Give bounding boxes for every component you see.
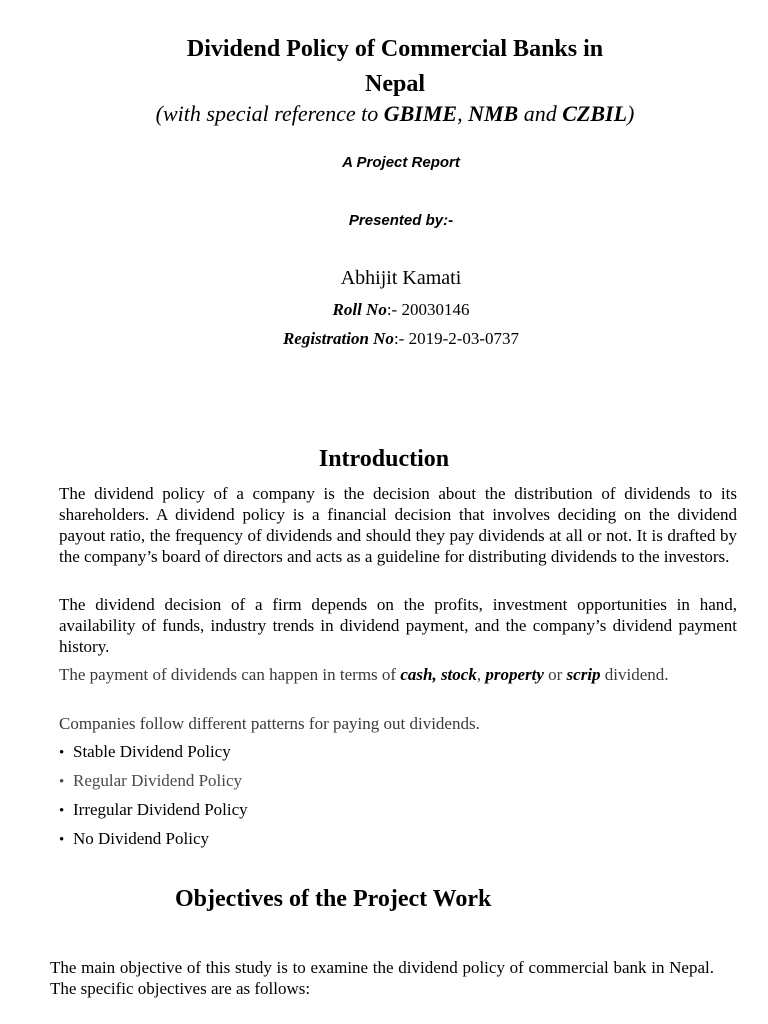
paragraph-3-separator: , <box>476 665 486 684</box>
roll-number-separator: :- <box>386 300 402 319</box>
document-subtitle <box>0 101 768 127</box>
dividend-term-cash-stock: cash, stock <box>400 665 477 684</box>
subtitle-prefix: (with special reference to <box>155 101 384 126</box>
presented-by-label: Presented by:- <box>348 212 454 229</box>
bullet-icon: • <box>59 774 65 790</box>
subtitle-bank-czbil: CZBIL <box>562 101 628 126</box>
list-item-label: Regular Dividend Policy <box>73 771 243 790</box>
paragraph-3-separator: or <box>543 665 567 684</box>
dividend-policy-list <box>59 741 248 857</box>
author-name: Abhijit Kamati <box>340 267 462 289</box>
list-item <box>59 828 248 857</box>
introduction-paragraph-3 <box>59 664 737 685</box>
list-item <box>59 741 248 770</box>
objectives-paragraph: The main objective of this study is to examine the dividend policy of commercial bank in Nepal. The specific objectives are as follows: <box>50 958 714 998</box>
registration-number <box>0 329 768 349</box>
objectives-heading: Objectives of the Project Work <box>175 886 492 912</box>
list-item-label: Stable Dividend Policy <box>73 742 231 761</box>
introduction-paragraph-2: The dividend decision of a firm depends on the profits, investment opportunities in hand, availability of funds, industry trends in dividend payment, and the company’s dividend payment history. <box>59 595 737 656</box>
paragraph-3-suffix: dividend. <box>600 665 669 684</box>
bullet-icon: • <box>59 803 65 819</box>
list-item-label: Irregular Dividend Policy <box>73 800 248 819</box>
subtitle-suffix: ) <box>627 101 635 126</box>
document-title-line-1: Dividend Policy of Commercial Banks in <box>186 36 604 62</box>
roll-number <box>0 300 768 320</box>
list-item <box>59 770 248 799</box>
subtitle-separator: and <box>518 101 563 126</box>
roll-number-value: 20030146 <box>401 300 470 319</box>
subtitle-separator: , <box>457 101 469 126</box>
subtitle-bank-gbime: GBIME <box>383 101 458 126</box>
list-item-label: No Dividend Policy <box>73 829 209 848</box>
bullet-icon: • <box>59 832 65 848</box>
list-item <box>59 799 248 828</box>
dividend-term-scrip: scrip <box>566 665 601 684</box>
document-title-line-2: Nepal <box>365 71 425 97</box>
registration-number-separator: :- <box>393 329 409 348</box>
bullet-icon: • <box>59 745 65 761</box>
registration-number-value: 2019-2-03-0737 <box>408 329 520 348</box>
introduction-paragraph-1: The dividend policy of a company is the decision about the distribution of dividends to its shareholders. A dividend policy is a financial decision that involves deciding on the dividend payout ratio, the frequency of dividends and should they pay dividends at all or not. It is drafted by the company’s board of directors and acts as a guideline for distributing dividends to the investors. <box>59 484 737 566</box>
registration-number-label: Registration No <box>282 329 394 348</box>
subtitle-bank-nmb: NMB <box>468 101 519 126</box>
report-type-label: A Project Report <box>342 154 460 171</box>
dividend-term-property: property <box>485 665 544 684</box>
introduction-heading: Introduction <box>318 446 450 472</box>
roll-number-label: Roll No <box>332 300 387 319</box>
paragraph-3-prefix: The payment of dividends can happen in terms of <box>59 665 401 684</box>
introduction-paragraph-4: Companies follow different patterns for paying out dividends. <box>59 714 480 733</box>
